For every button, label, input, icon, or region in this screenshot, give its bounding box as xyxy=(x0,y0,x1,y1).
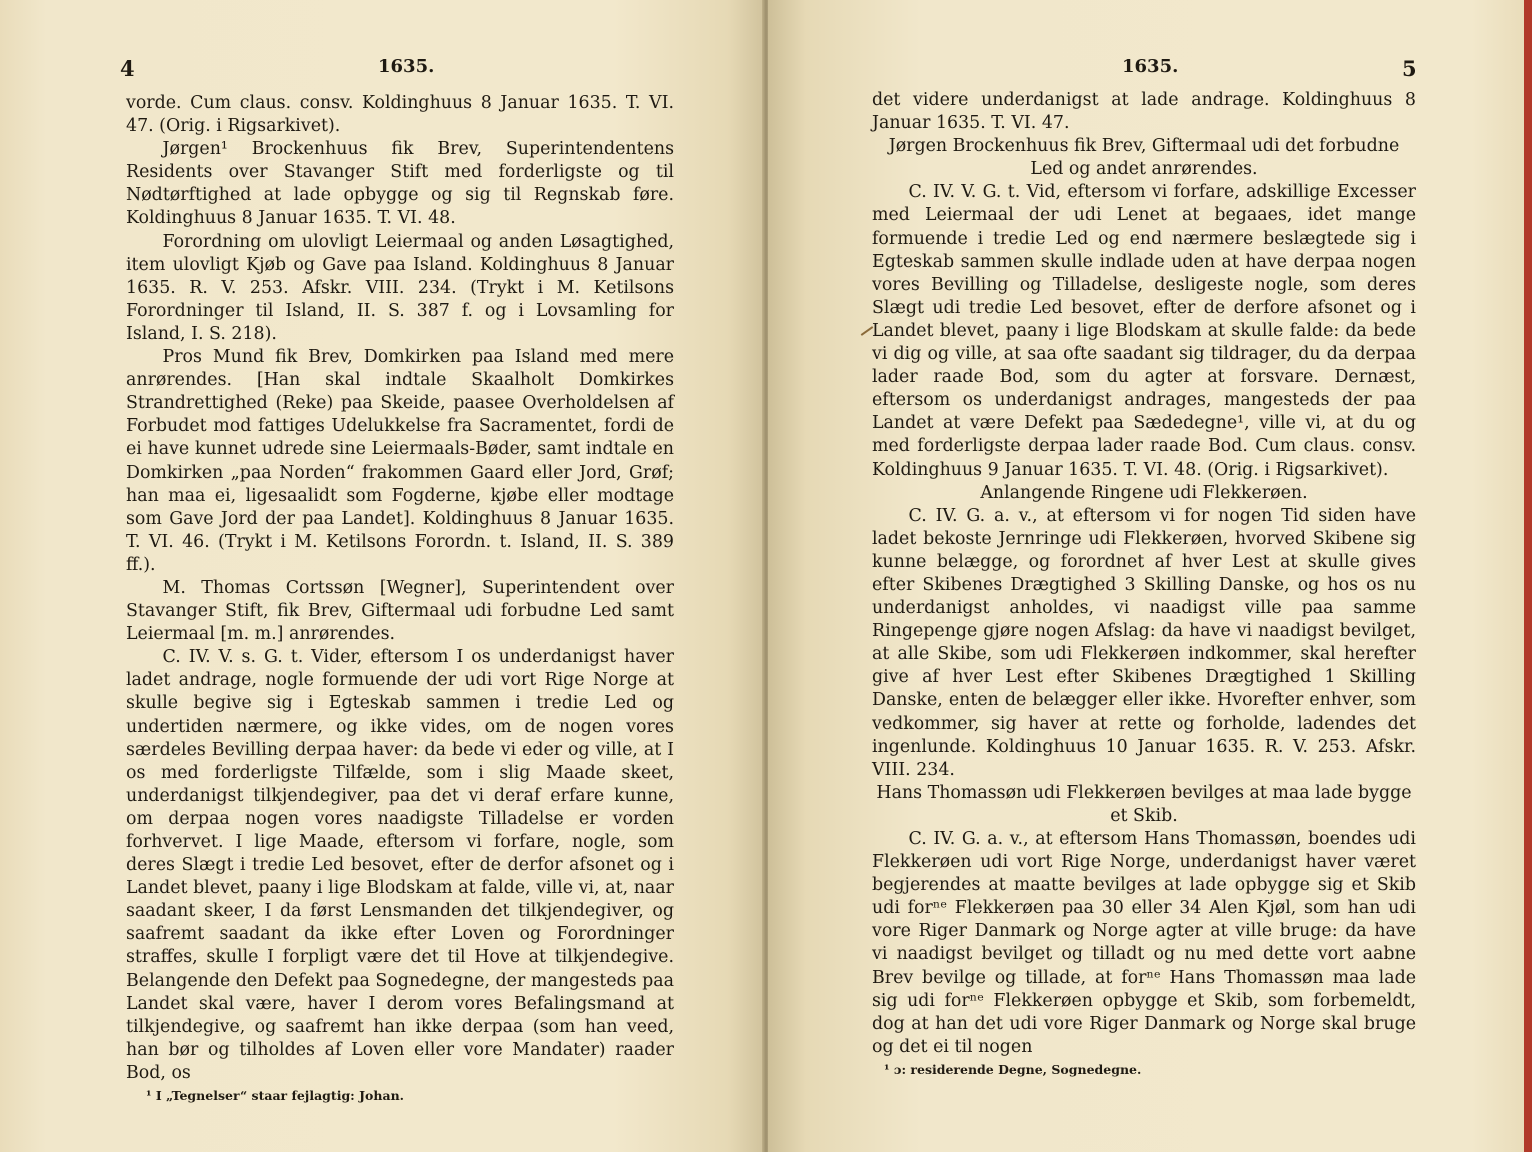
paragraph: C. IV. V. s. G. t. Vider, eftersom I os underdanigst haver ladet andrage, nogle formuende der udi vort Rige Norge at skulle begive sig i Egteskab sammen i tredie Led og undertiden nærmere, og ikke vides, om de nogen vores særdeles Bevilling derpaa haver: da bede vi eder og ville, at I os med forderligste Tilfælde, som i slig Maade skeet, underdanigst tilkjendegiver, paa det vi deraf erfare kunne, om derpaa nogen vores naadigste Tilladelse er vorden forhvervet. I lige Maade, eftersom vi forfare, nogle, som deres Slægt i tredie Led besovet, efter de derfor afsonet og i Landet blevet, paany i lige Blodskam at falde, ville vi, at, naar saadant skeer, I da først Lensmanden det tilkjendegiver, og saafremt saadant da ikke efter Loven og Forordninger straffes, skulle I forpligt være det til Hove at tilkjendegive. Belangende den Defekt paa Sognedegne, der mangesteds paa Landet skal være, haver I derom vores Befalingsmand at tilkjendegive, og saafremt han ikke derpaa (som han veed, han bør og tilholdes af Loven eller vore Mandater) raader Bod, os xyxy=(126,647,674,1083)
right-page-number: 5 xyxy=(1402,56,1417,81)
paragraph: Jørgen¹ Brockenhuus fik Brev, Superintendentens Residents over Stavanger Stift med forderligste og til Nødtørftighed at lade opbygge og sig til Regnskab føre. Koldinghuus 8 Januar 1635. T. VI. 48. xyxy=(126,139,674,229)
paragraph: vorde. Cum claus. consv. Koldinghuus 8 Januar 1635. T. VI. 47. (Orig. i Rigsarkivet). xyxy=(126,93,674,137)
paragraph: C. IV. V. G. t. Vid, eftersom vi forfare, adskillige Excesser med Leiermaal der udi Lenet at begaaes, idet mange formuende i tredie Led og end nærmere beslægtede sig i Egteskab sammen skulle indlade uden at have derpaa nogen vores Bevilling og Tilladelse, desligeste nogle, som deres Slægt udi tredie Led besovet, efter de derfore afsonet og i Landet blevet, paany i lige Blodskam at skulle falde: da bede vi dig og ville, at saa ofte saadant sig tildrager, du da derpaa lader raade Bod, som du agter at forsvare. Dernæst, eftersom os underdanigst andrages, mangesteds der paa Landet at være Defekt paa Sædedegne¹, ville vi, at du og med forderligste derpaa lader raade Bod. Cum claus. consv. Koldinghuus 9 Januar 1635. T. VI. 48. (Orig. i Rigsarkivet). xyxy=(872,182,1416,480)
paragraph: M. Thomas Cortssøn [Wegner], Superintendent over Stavanger Stift, fik Brev, Giftermaal udi forbudne Led samt Leiermaal [m. m.] anrørendes. xyxy=(126,577,674,645)
left-page-number: 4 xyxy=(120,56,135,81)
footnote: ¹ I „Tegnelser“ staar fejlagtig: Johan. xyxy=(146,1088,405,1104)
right-text-block xyxy=(872,89,1416,1078)
entry-heading: Jørgen Brockenhuus fik Brev, Giftermaal udi det forbudne Led og andet anrørendes. xyxy=(888,136,1400,180)
left-running-head: 1635. xyxy=(378,56,435,77)
right-running-head: 1635. xyxy=(1122,56,1179,77)
paragraph: C. IV. G. a. v., at eftersom vi for nogen Tid siden have ladet bekoste Jernringe udi Flekkerøen, hvorved Skibene sig kunne belægge, og forordnet af hver Lest at skulle gives efter Skibenes Drægtighed 3 Skilling Danske, og hos os nu underdanigst anholdes, vi naadigst ville paa samme Ringepenge gjøre nogen Afslag: da have vi naadigst bevilget, at alle Skibe, som udi Flekkerøen indkommer, skal herefter give af hver Lest efter Skibenes Drægtighed 1 Skilling Danske, enten de belægger eller ikke. Hvorefter enhver, som vedkommer, sig haver at rette og forholde, ladendes det ingenlunde. Koldinghuus 10 Januar 1635. R. V. 253. Afskr. VIII. 234. xyxy=(872,505,1416,780)
footnote: ¹ ɔ: residerende Degne, Sognedegne. xyxy=(884,1061,1142,1077)
paragraph: det videre underdanigst at lade andrage. Koldinghuus 8 Januar 1635. T. VI. 47. xyxy=(872,90,1416,134)
right-page xyxy=(768,0,1532,1152)
paragraph: Forordning om ulovligt Leiermaal og anden Løsagtighed, item ulovligt Kjøb og Gave paa Island. Koldinghuus 8 Januar 1635. R. V. 253. Afskr. VIII. 234. (Trykt i M. Ketilsons Forordninger til Island, II. S. 387 f. og i Lovsamling for Island, I. S. 218). xyxy=(126,231,674,344)
entry-heading: Hans Thomassøn udi Flekkerøen bevilges at maa lade bygge et Skib. xyxy=(876,782,1412,826)
left-text-block xyxy=(126,92,674,1104)
entry-heading: Anlangende Ringene udi Flekkerøen. xyxy=(980,482,1308,503)
paragraph: Pros Mund fik Brev, Domkirken paa Island med mere anrørendes. [Han skal indtale Skaalholt Domkirkes Strandrettighed (Reke) paa Skeide, paasee Overholdelsen af Forbudet mod fattiges Udelukkelse fra Sacramentet, fordi de ei have kunnet udrede sine Leiermaals-Bøder, samt indtale en Domkirken „paa Norden“ frakommen Gaard eller Jord, Grøf; han maa ei, ligesaalidt som Fogderne, kjøbe eller modtage som Gave Jord der paa Landet]. Koldinghuus 8 Januar 1635. T. VI. 46. (Trykt i M. Ketilsons Forordn. t. Island, II. S. 389 ff.). xyxy=(126,347,674,575)
paragraph: C. IV. G. a. v., at eftersom Hans Thomassøn, boendes udi Flekkerøen udi vort Rige Norge, underdanigst haver været begjerendes at maatte bevilges at lade opbygge sig et Skib udi forⁿᵉ Flekkerøen paa 30 eller 34 Alen Kjøl, som han udi vore Riger Danmark og Norge agter at ville bruge: da have vi naadigst bevilget og tilladt og nu med dette vort aabne Brev bevilge og tillade, at forⁿᵉ Hans Thomassøn maa lade sig udi forⁿᵉ Flekkerøen opbygge et Skib, som forbemeldt, dog at han det udi vore Riger Danmark og Norge skal bruge og det ei til nogen xyxy=(872,829,1416,1057)
